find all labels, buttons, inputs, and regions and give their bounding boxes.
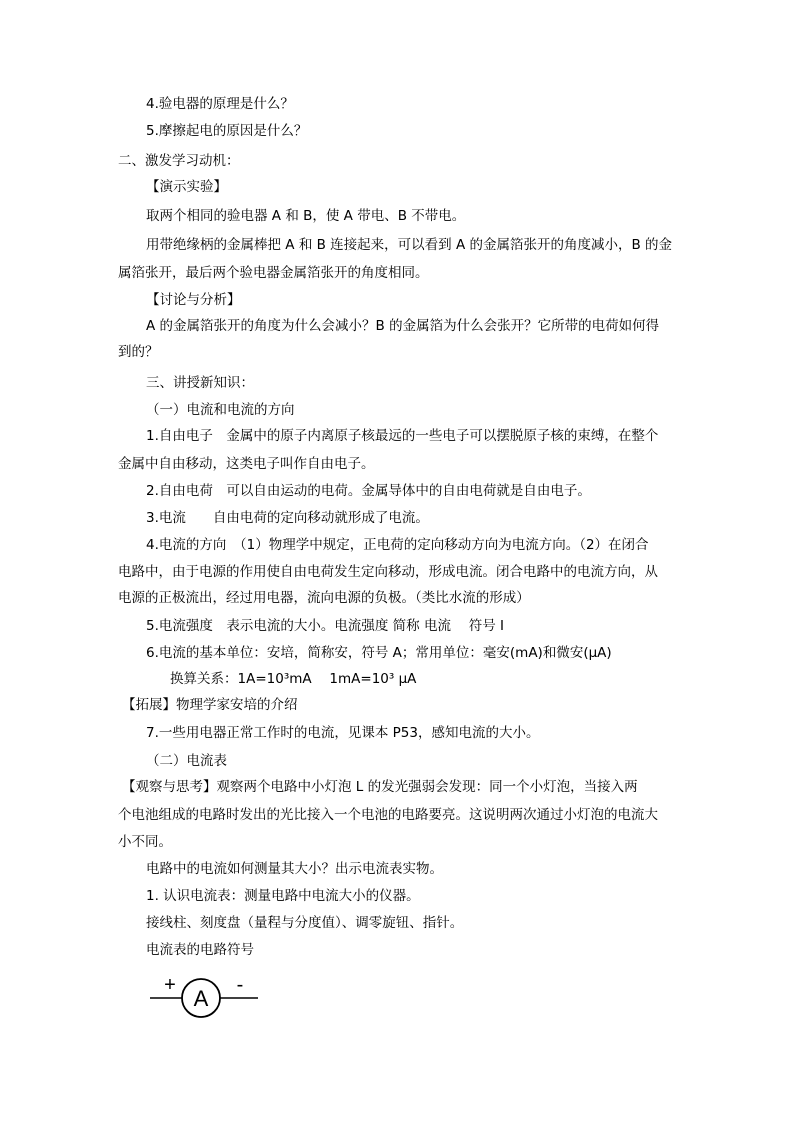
paragraph-line: A 的金属箔张开的角度为什么会减小？B 的金属箔为什么会张开？它所带的电荷如何得 (146, 318, 660, 334)
question-4: 4.验电器的原理是什么？ (146, 96, 294, 112)
question-5: 5.摩擦起电的原因是什么？ (146, 123, 308, 139)
paragraph-line: 到的？ (118, 344, 159, 360)
paragraph-line: 7.一些用电器正常工作时的电流，见课本 P53，感知电流的大小。 (146, 725, 540, 741)
paragraph-line: 电路中，由于电源的作用使自由电荷发生定向移动，形成电流。闭合电路中的电流方向，从 (118, 564, 658, 580)
paragraph-line: 电流表的电路符号 (146, 942, 254, 958)
paragraph-line: 1.自由电子 金属中的原子内离原子核最远的一些电子可以摆脱原子核的束缚，在整个 (146, 428, 659, 444)
ammeter-symbol (148, 972, 268, 1032)
subsection-heading-1: （一）电流和电流的方向 (146, 402, 295, 418)
subsection-heading-2: （二）电流表 (146, 753, 227, 769)
section-heading-2: 二、激发学习动机： (118, 153, 240, 169)
paragraph-line: 接线柱、刻度盘（量程与分度值）、调零旋钮、指针。 (146, 915, 464, 931)
section-heading-3: 三、讲授新知识： (146, 375, 254, 391)
paragraph-line: 2.自由电荷 可以自由运动的电荷。金属导体中的自由电荷就是自由电子。 (146, 483, 591, 499)
paragraph-line: 电源的正极流出，经过用电器，流向电源的负极。（类比水流的形成） (118, 590, 530, 606)
discussion-label: 【讨论与分析】 (146, 292, 241, 308)
paragraph-line: 取两个相同的验电器 A 和 B，使 A 带电、B 不带电。 (146, 208, 466, 224)
plus-sign: + (164, 974, 176, 996)
paragraph-line: 5.电流强度 表示电流的大小。电流强度 简称 电流 符号 I (146, 618, 505, 634)
extension-label: 【拓展】物理学家安培的介绍 (122, 697, 298, 713)
paragraph-line: 属箔张开，最后两个验电器金属箔张开的角度相同。 (118, 265, 429, 281)
paragraph-line: 用带绝缘柄的金属棒把 A 和 B 连接起来，可以看到 A 的金属箔张开的角度减小，B 的金 (146, 237, 673, 253)
demo-experiment-label: 【演示实验】 (146, 179, 227, 195)
paragraph-line: 【观察与思考】观察两个电路中小灯泡 L 的发光强弱会发现：同一个小灯泡，当接入两 (122, 779, 638, 795)
ammeter-letter: A (193, 986, 209, 1011)
paragraph-line: 1. 认识电流表：测量电路中电流大小的仪器。 (146, 888, 420, 904)
paragraph-line: 6.电流的基本单位：安培，简称安，符号 A；常用单位：毫安(mA)和微安(μA) (146, 645, 612, 661)
paragraph-line: 3.电流 自由电荷的定向移动就形成了电流。 (146, 510, 429, 526)
paragraph-line: 个电池组成的电路时发出的光比接入一个电池的电路要亮。这说明两次通过小灯泡的电流大 (118, 807, 658, 823)
conversion-relation: 换算关系：1A=10³mA 1mA=10³ μA (170, 671, 417, 687)
paragraph-line: 4.电流的方向 （1）物理学中规定，正电荷的定向移动方向为电流方向。（2）在闭合 (146, 537, 649, 553)
paragraph-line: 电路中的电流如何测量其大小？出示电流表实物。 (146, 861, 443, 877)
paragraph-line: 金属中自由移动，这类电子叫作自由电子。 (118, 456, 375, 472)
minus-sign: - (236, 974, 244, 996)
paragraph-line: 小不同。 (118, 834, 172, 850)
